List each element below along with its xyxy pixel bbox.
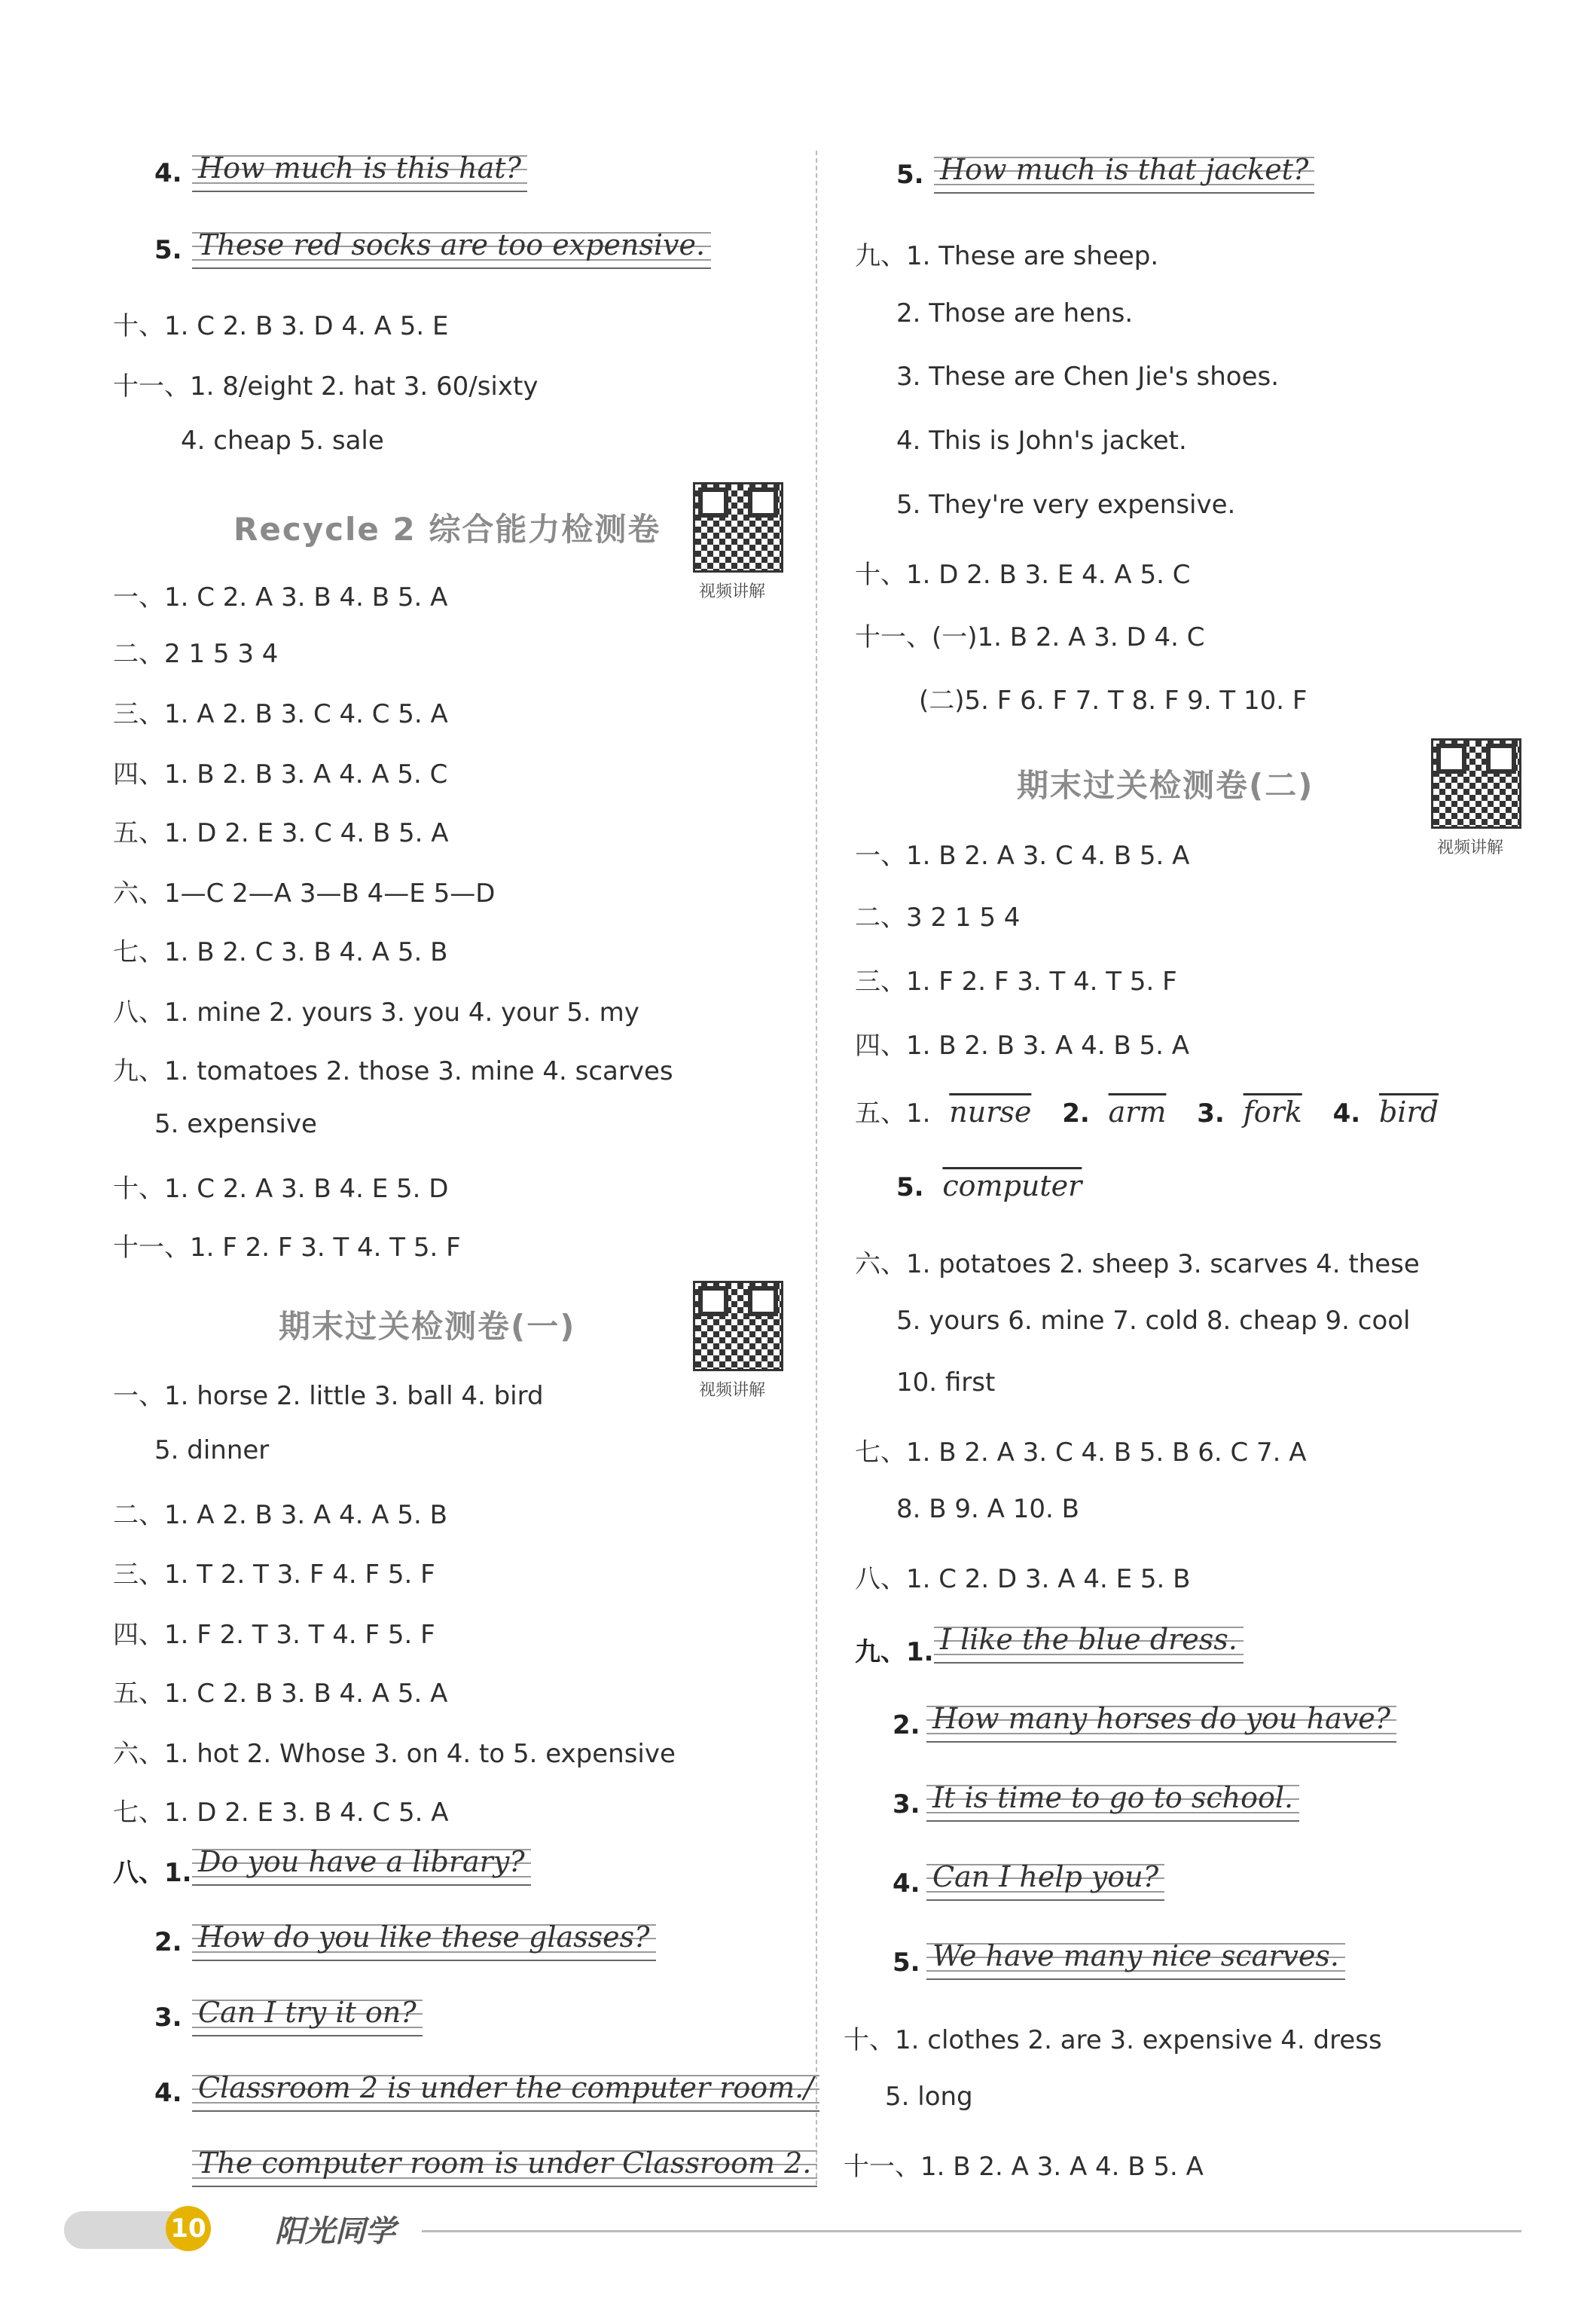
answer-line: 三、1. F 2. F 3. T 4. T 5. F — [855, 967, 1177, 997]
handwriting-answer: The computer room is under Classroom 2. — [192, 2142, 817, 2187]
phonics-label: 五、1. — [855, 1098, 931, 1129]
phonics-word: $\overline{arm}$ — [1108, 1095, 1167, 1129]
answer-line: 一、1. horse 2. little 3. ball 4. bird — [113, 1381, 544, 1411]
answer-line: 5. They're very expensive. — [896, 490, 1236, 520]
answer-line: 五、1. D 2. E 3. C 4. B 5. A — [113, 818, 449, 848]
answer-line: 十一、(一)1. B 2. A 3. D 4. C — [855, 622, 1205, 652]
handwriting-answer: Can I try it on? — [192, 1991, 423, 2036]
hw-num: 3. — [893, 1789, 920, 1819]
answer-line: 十、1. clothes 2. are 3. expensive 4. dress — [844, 2025, 1382, 2055]
hw-num: 八、1. — [113, 1858, 192, 1888]
phonics-num: 3. — [1197, 1098, 1225, 1129]
hw-num: 5. — [896, 160, 924, 190]
answer-line: 5. dinner — [154, 1435, 270, 1465]
phonics-word: fork — [1243, 1095, 1302, 1129]
handwriting-answer: These red socks are too expensive. — [192, 224, 711, 269]
answer-line: (二)5. F 6. F 7. T 8. F 9. T 10. F — [919, 686, 1308, 716]
answer-line: 十一、1. F 2. F 3. T 4. T 5. F — [113, 1233, 461, 1263]
qr-code-icon[interactable] — [1431, 738, 1521, 829]
hw-num: 4. — [154, 158, 182, 188]
answer-line: 七、1. B 2. C 3. B 4. A 5. B — [113, 937, 448, 967]
section-title: 期末过关检测卷(一) — [279, 1308, 576, 1345]
hw-num: 2. — [154, 1927, 182, 1957]
answer-line: 五、1. C 2. B 3. B 4. A 5. A — [113, 1679, 448, 1709]
answer-line: 八、1. mine 2. yours 3. you 4. your 5. my — [113, 998, 639, 1028]
phonics-num: 4. — [1332, 1098, 1361, 1129]
answer-line: 二、3 2 1 5 4 — [855, 903, 1021, 933]
page-number: 10 — [166, 2206, 211, 2251]
answer-line: 十一、1. B 2. A 3. A 4. B 5. A — [844, 2152, 1204, 2182]
qr-code-icon[interactable] — [693, 482, 783, 573]
answer-line: 5. long — [885, 2082, 973, 2112]
answer-line: 十、1. C 2. A 3. B 4. E 5. D — [113, 1174, 449, 1204]
answer-line: 三、1. T 2. T 3. F 4. F 5. F — [113, 1560, 435, 1590]
answer-line: 10. first — [896, 1367, 996, 1398]
answer-line: 四、1. B 2. B 3. A 4. B 5. A — [855, 1031, 1189, 1061]
handwriting-answer: How much is this hat? — [192, 147, 527, 192]
handwriting-answer: Can I help you? — [926, 1856, 1164, 1901]
answer-line: 四、1. B 2. B 3. A 4. A 5. C — [113, 759, 448, 790]
answer-line: 一、1. C 2. A 3. B 4. B 5. A — [113, 582, 448, 613]
hw-num: 九、1. — [855, 1637, 934, 1667]
answer-line: 六、1. potatoes 2. sheep 3. scarves 4. these — [855, 1249, 1420, 1279]
handwriting-answer: I like the blue dress. — [934, 1618, 1244, 1664]
hw-num: 5. — [154, 235, 182, 265]
answer-line: 四、1. F 2. T 3. T 4. F 5. F — [113, 1620, 435, 1650]
answer-line: 8. B 9. A 10. B — [896, 1494, 1079, 1524]
qr-label: 视频讲解 — [1437, 839, 1504, 857]
answer-line: 八、1. C 2. D 3. A 4. E 5. B — [855, 1564, 1191, 1594]
phonics-word: nurse — [949, 1095, 1032, 1129]
handwriting-answer: How many horses do you have? — [926, 1697, 1396, 1743]
handwriting-answer: How do you like these glasses? — [192, 1916, 656, 1961]
hw-num: 3. — [154, 2003, 182, 2033]
brand-logo: 阳光同学 — [275, 2214, 395, 2249]
handwriting-answer: How much is that jacket? — [934, 148, 1314, 194]
phonics-row — [896, 1169, 1082, 1202]
hw-num: 4. — [893, 1868, 920, 1899]
section-title: 期末过关检测卷(二) — [1017, 767, 1314, 804]
answer-line: 七、1. B 2. A 3. C 4. B 5. B 6. C 7. A — [855, 1438, 1307, 1468]
answer-line: 七、1. D 2. E 3. B 4. C 5. A — [113, 1798, 449, 1828]
answer-line: 九、1. These are sheep. — [855, 241, 1159, 271]
qr-code-icon[interactable] — [693, 1281, 783, 1371]
answer-line: 十、1. C 2. B 3. D 4. A 5. E — [113, 311, 449, 341]
qr-label: 视频讲解 — [699, 1381, 766, 1400]
answer-line: 二、2 1 5 3 4 — [113, 639, 279, 669]
handwriting-answer: We have many nice scarves. — [926, 1935, 1345, 1980]
answer-line: 一、1. B 2. A 3. C 4. B 5. A — [855, 841, 1190, 871]
answer-line: 十、1. D 2. B 3. E 4. A 5. C — [855, 560, 1191, 590]
section-title: Recycle 2 综合能力检测卷 — [233, 511, 661, 548]
answer-line: 5. yours 6. mine 7. cold 8. cheap 9. cool — [896, 1306, 1411, 1336]
answer-line: 3. These are Chen Jie's shoes. — [896, 362, 1280, 392]
phonics-row — [855, 1092, 1439, 1129]
phonics-num: 2. — [1062, 1098, 1090, 1129]
answer-line: 九、1. tomatoes 2. those 3. mine 4. scarves — [113, 1056, 673, 1086]
column-divider — [816, 151, 817, 2185]
answer-line: 十一、1. 8/eight 2. hat 3. 60/sixty — [113, 371, 539, 402]
footer-rule — [422, 2230, 1521, 2232]
answer-line: 三、1. A 2. B 3. C 4. C 5. A — [113, 699, 448, 729]
answer-line: 4. This is John's jacket. — [896, 426, 1187, 456]
answer-line: 二、1. A 2. B 3. A 4. A 5. B — [113, 1500, 447, 1530]
answer-line: 5. expensive — [154, 1109, 317, 1139]
hw-num: 5. — [893, 1948, 920, 1978]
handwriting-answer: Do you have a library? — [192, 1841, 531, 1886]
hw-num: 4. — [154, 2078, 182, 2108]
answer-line: 六、1—C 2—A 3—B 4—E 5—D — [113, 878, 496, 909]
qr-label: 视频讲解 — [699, 582, 766, 601]
phonics-word: bird — [1378, 1095, 1439, 1129]
handwriting-answer: Classroom 2 is under the computer room./ — [192, 2067, 819, 2112]
answer-line: 2. Those are hens. — [896, 298, 1134, 328]
phonics-num: 5. — [896, 1172, 924, 1202]
phonics-word: computer — [942, 1169, 1082, 1202]
answer-line: 4. cheap 5. sale — [181, 426, 384, 456]
hw-num: 2. — [893, 1710, 920, 1740]
handwriting-answer: It is time to go to school. — [926, 1777, 1299, 1822]
answer-line: 六、1. hot 2. Whose 3. on 4. to 5. expensive — [113, 1739, 676, 1769]
